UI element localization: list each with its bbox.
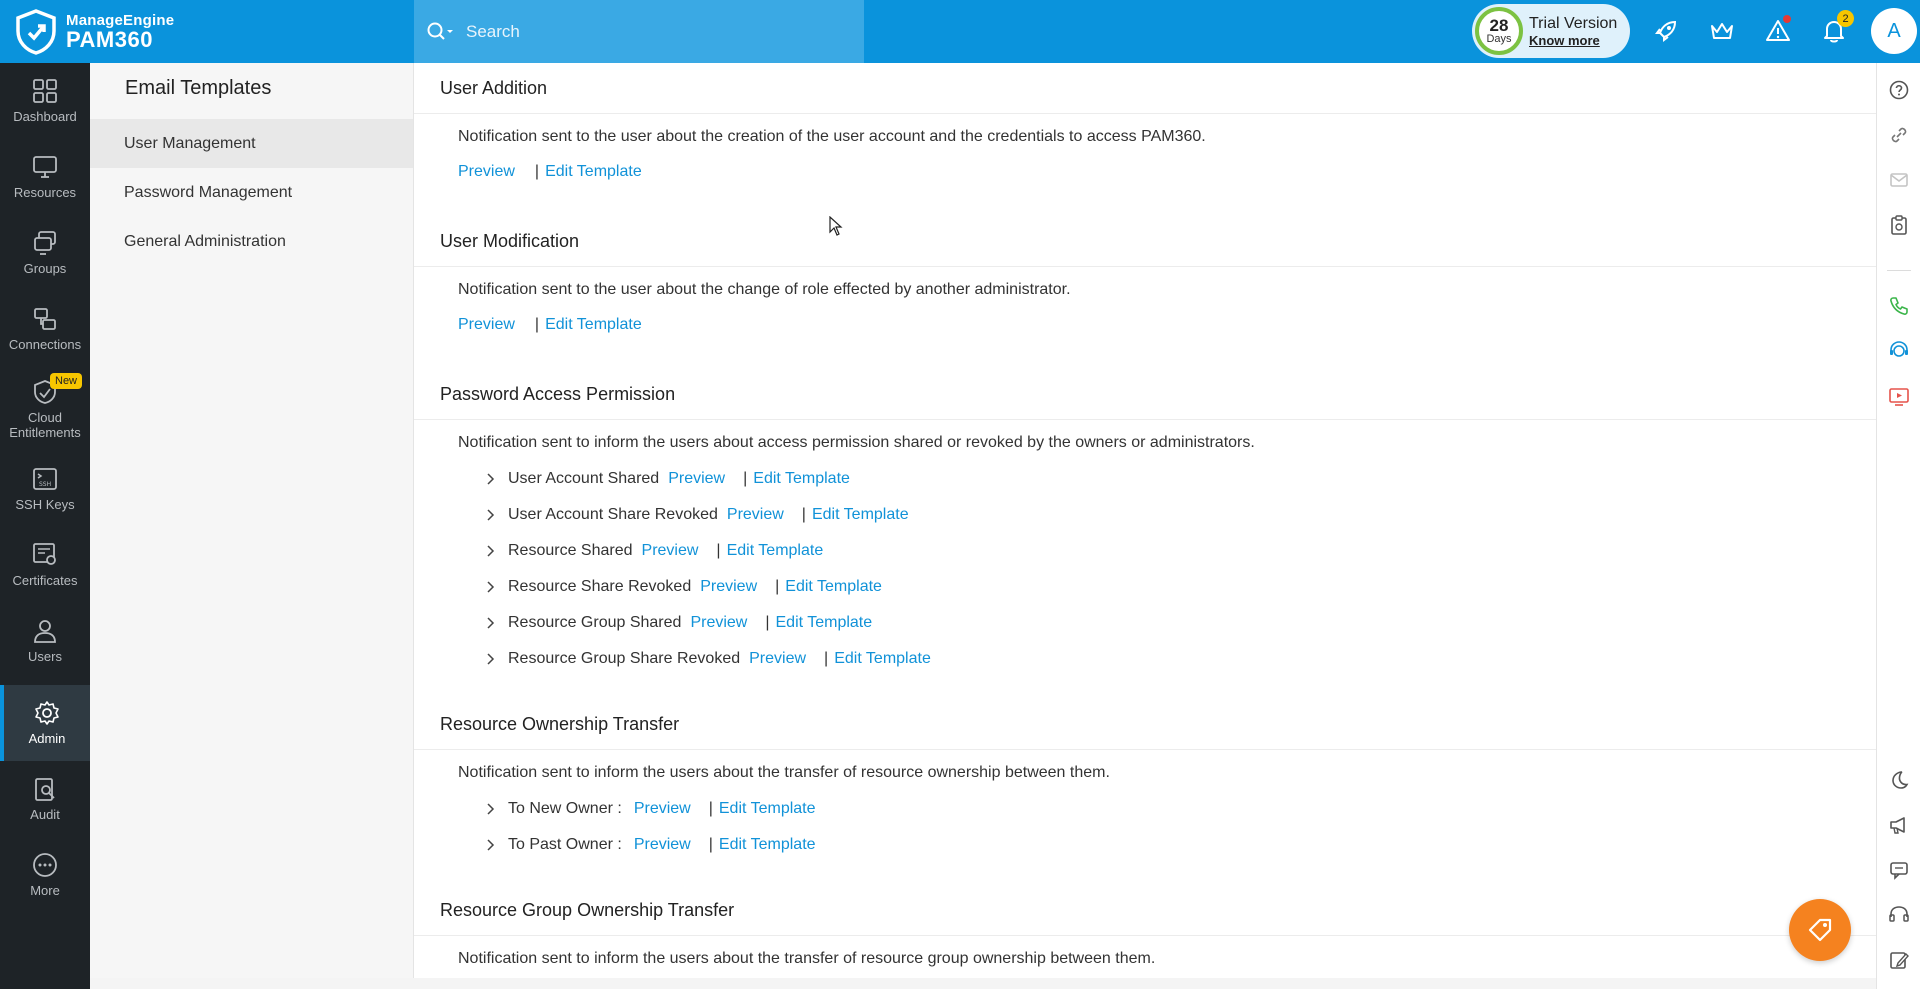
preview-link[interactable]: Preview (749, 650, 807, 667)
chevron-right-icon[interactable] (484, 652, 498, 666)
connections-icon (31, 305, 59, 333)
trial-days-number: 28 (1489, 16, 1509, 35)
crown-icon[interactable] (1706, 15, 1738, 47)
search-input[interactable] (466, 22, 846, 42)
brand[interactable] (0, 0, 414, 63)
section-description: Notification sent to the user about the change of role effected by another administrator. (458, 281, 1071, 298)
nav-ssh-keys[interactable] (0, 451, 90, 527)
nav-label: Certificates (12, 573, 78, 589)
nav-label: Users (28, 649, 62, 665)
edit-template-link[interactable]: Edit Template (726, 542, 824, 559)
announcement-icon[interactable] (1888, 814, 1910, 836)
search-bar (414, 0, 864, 63)
nav-users[interactable] (0, 603, 90, 679)
item-label: Resource Group Share Revoked (508, 650, 741, 667)
item-label: Resource Share Revoked (508, 578, 692, 595)
edit-template-link[interactable]: Edit Template (811, 506, 909, 523)
section-description: Notification sent to inform the users about access permission shared or revoked by the owners or administrators. (458, 434, 1255, 451)
separator: | (824, 650, 829, 667)
chevron-right-icon[interactable] (484, 838, 498, 852)
preview-link[interactable]: Preview (726, 506, 784, 523)
preview-link[interactable]: Preview (633, 836, 691, 853)
rocket-icon[interactable] (1650, 15, 1682, 47)
certificate-icon (31, 541, 59, 569)
feedback-icon[interactable] (1888, 949, 1910, 971)
separator: | (708, 800, 713, 817)
list-item[interactable] (458, 569, 1876, 605)
separator: | (716, 542, 721, 559)
nav-label: Admin (28, 731, 66, 747)
rail-divider (1887, 270, 1911, 271)
preview-link[interactable]: Preview (690, 614, 748, 631)
user-icon (31, 617, 59, 645)
dashboard-icon (31, 77, 59, 105)
chevron-right-icon[interactable] (484, 580, 498, 594)
separator: | (801, 506, 806, 523)
section-description: Notification sent to inform the users about the transfer of resource ownership between them. (458, 764, 1110, 781)
separator: | (534, 163, 540, 180)
clipboard-icon[interactable] (1888, 214, 1910, 236)
chat-icon[interactable] (1888, 859, 1910, 881)
groups-icon (31, 229, 59, 257)
gear-icon (33, 699, 61, 727)
preview-link[interactable]: Preview (458, 163, 515, 180)
edit-template-link[interactable]: Edit Template (718, 836, 816, 853)
list-item[interactable] (458, 791, 1876, 827)
trial-badge[interactable] (1472, 4, 1630, 58)
separator: | (775, 578, 780, 595)
brand-company: ManageEngine (66, 11, 175, 29)
item-label: To New Owner : (508, 800, 622, 817)
bottom-strip (90, 978, 1876, 989)
nav-label: Cloud Entitlements (9, 410, 81, 440)
list-item[interactable] (458, 497, 1876, 533)
subnav-item-general-administration[interactable]: General Administration (124, 233, 286, 250)
preview-link[interactable]: Preview (700, 578, 758, 595)
bell-icon[interactable] (1818, 12, 1850, 47)
chevron-right-icon[interactable] (484, 472, 498, 486)
nav-label: SSH Keys (15, 497, 75, 513)
nav-resources[interactable] (0, 139, 90, 215)
preview-link[interactable]: Preview (458, 316, 515, 333)
edit-template-link[interactable]: Edit Template (753, 470, 850, 487)
nav-certificates[interactable] (0, 527, 90, 603)
separator: | (708, 836, 713, 853)
mail-icon[interactable] (1888, 169, 1910, 191)
section-user-modification (414, 216, 1876, 339)
nav-groups[interactable] (0, 215, 90, 291)
edit-template-link[interactable]: Edit Template (718, 800, 816, 817)
edit-template-link[interactable]: Edit Template (545, 163, 642, 180)
svg-text:SSH: SSH (39, 481, 52, 489)
nav-label: Dashboard (13, 109, 77, 125)
nav-cloud-entitlements[interactable] (0, 367, 90, 451)
trial-title: Trial Version (1529, 14, 1618, 32)
floating-action-button[interactable] (1789, 899, 1851, 961)
section-user-addition (414, 63, 1876, 186)
phone-icon[interactable] (1888, 295, 1910, 317)
edit-template-link[interactable]: Edit Template (834, 650, 931, 667)
tag-icon (1805, 915, 1835, 945)
headset-icon[interactable] (1888, 904, 1910, 926)
alert-icon[interactable] (1762, 15, 1794, 47)
edit-template-link[interactable]: Edit Template (545, 316, 642, 333)
help-icon[interactable] (1888, 79, 1910, 101)
left-nav (0, 63, 90, 989)
link-icon[interactable] (1888, 124, 1910, 146)
notification-count: 2 (1837, 10, 1854, 27)
preview-link[interactable]: Preview (668, 470, 726, 487)
trial-days-unit: Days (1486, 33, 1512, 45)
chevron-right-icon[interactable] (484, 802, 498, 816)
avatar[interactable]: A (1871, 8, 1917, 54)
mouse-cursor-icon (829, 216, 843, 236)
brand-product: PAM360 (66, 26, 153, 52)
support-agent-icon[interactable] (1888, 340, 1910, 362)
preview-link[interactable]: Preview (633, 800, 691, 817)
nav-connections[interactable] (0, 291, 90, 367)
nav-admin[interactable] (0, 685, 90, 761)
section-resource-group-ownership-transfer (414, 885, 1876, 972)
chevron-right-icon[interactable] (484, 508, 498, 522)
subnav-title: Email Templates (125, 77, 272, 99)
section-description: Notification sent to the user about the creation of the user account and the credentials to access PAM360. (458, 128, 1206, 145)
item-label: User Account Share Revoked (508, 506, 718, 523)
separator: | (743, 470, 748, 487)
item-label: Resource Group Shared (508, 614, 682, 631)
preview-link[interactable]: Preview (641, 542, 699, 559)
ssh-icon (31, 465, 59, 493)
section-title: Resource Group Ownership Transfer (414, 885, 1876, 936)
audit-icon (31, 775, 59, 803)
item-label: To Past Owner : (508, 836, 622, 853)
nav-label: Groups (23, 261, 67, 277)
shield-logo-icon (14, 9, 58, 55)
main-content (414, 63, 1876, 989)
nav-more[interactable] (0, 837, 90, 913)
subnav-item-user-management[interactable]: User Management (90, 119, 413, 168)
item-label: Resource Shared (508, 542, 633, 559)
monitor-icon (31, 153, 59, 181)
video-icon[interactable] (1888, 385, 1910, 407)
new-badge: New (50, 373, 82, 389)
trial-days-counter (1475, 7, 1523, 55)
section-description: Notification sent to inform the users about the transfer of resource group ownership between them. (458, 950, 1156, 967)
list-item[interactable] (458, 533, 1876, 569)
know-more-link[interactable]: Know more (1529, 32, 1600, 48)
list-item[interactable] (458, 827, 1876, 863)
subnav-item-password-management[interactable]: Password Management (124, 184, 293, 201)
more-icon (31, 851, 59, 879)
top-bar (0, 0, 1920, 63)
edit-template-link[interactable]: Edit Template (785, 578, 882, 595)
section-title: Password Access Permission (414, 369, 1876, 420)
nav-label: Resources (13, 185, 77, 201)
chevron-right-icon[interactable] (484, 544, 498, 558)
section-title: Resource Ownership Transfer (414, 699, 1876, 750)
edit-template-link[interactable]: Edit Template (775, 614, 873, 631)
item-label: User Account Shared (508, 470, 660, 487)
section-title: User Addition (414, 63, 1876, 114)
list-item[interactable] (458, 461, 1876, 497)
alert-dot (1783, 15, 1791, 23)
right-rail (1876, 63, 1920, 989)
section-resource-ownership-transfer (414, 699, 1876, 863)
nav-audit[interactable] (0, 761, 90, 837)
search-icon[interactable] (426, 21, 456, 43)
section-title: User Modification (414, 216, 1876, 267)
section-password-access-permission (414, 369, 1876, 677)
nav-label: More (30, 883, 60, 899)
nav-label: Connections (8, 337, 82, 353)
separator: | (534, 316, 540, 333)
list-item[interactable] (458, 605, 1876, 641)
dark-mode-icon[interactable] (1888, 769, 1910, 791)
list-item[interactable] (458, 641, 1876, 677)
nav-dashboard[interactable] (0, 63, 90, 139)
chevron-right-icon[interactable] (484, 616, 498, 630)
nav-label: Audit (30, 807, 60, 823)
separator: | (765, 614, 770, 631)
sub-nav (90, 63, 414, 978)
